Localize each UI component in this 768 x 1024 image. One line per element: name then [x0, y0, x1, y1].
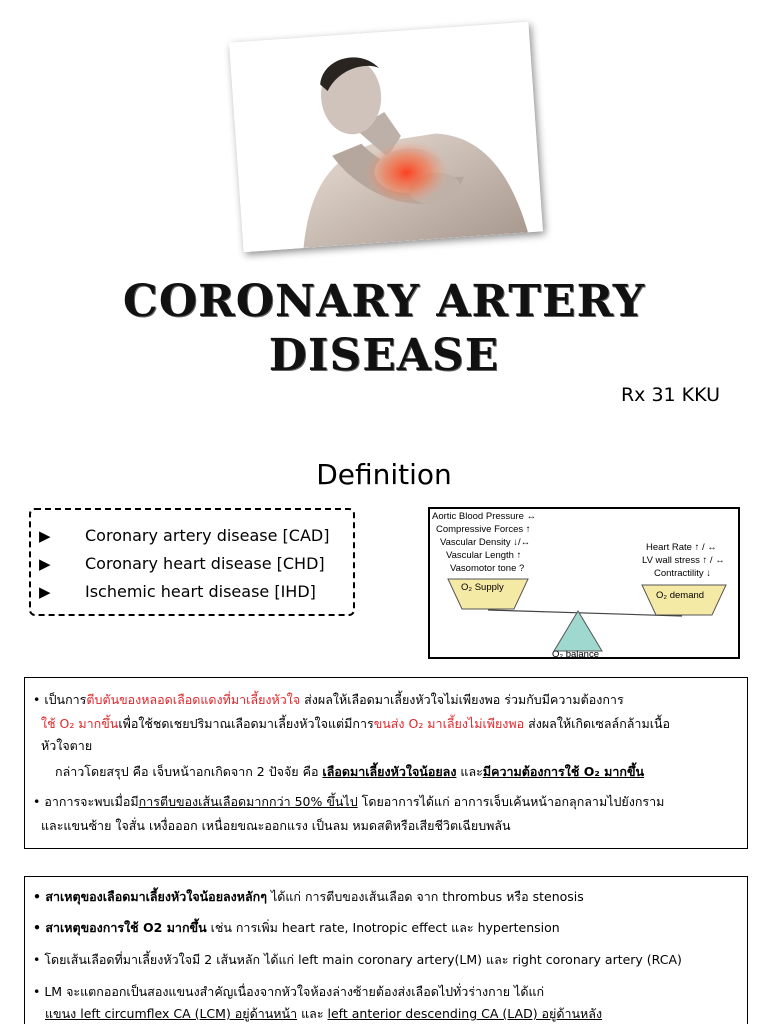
term-label: Coronary heart disease [CHD]	[85, 554, 325, 573]
bold-text: • สาเหตุของการใช้ O2 มากขึ้น	[33, 920, 207, 935]
demand-factor: LV wall stress ↑ / ↔	[642, 555, 725, 566]
supply-factor: Vasomotor tone ?	[450, 563, 525, 574]
definition-heading: Definition	[316, 458, 452, 491]
supply-factor: Vascular Length ↑	[446, 550, 522, 561]
triangle-right-icon: ▶	[39, 554, 51, 573]
causes-text-box	[24, 876, 748, 1024]
text-run: และ	[456, 764, 483, 779]
paragraph-line: และแขนซ้าย ใจสั่น เหงื่อออก เหนื่อยขณะออกแรง เป็นลม หมดสติหรือเสียชีวิตเฉียบพลัน	[41, 818, 511, 833]
paragraph-line	[45, 1004, 602, 1024]
triangle-right-icon: ▶	[39, 526, 51, 545]
text-run: กล่าวโดยสรุป คือ เจ็บหน้าอกเกิดจาก 2 ปัจจัย คือ	[55, 764, 323, 779]
paragraph-line: หัวใจตาย	[41, 738, 93, 753]
text-run: ได้แก่ การตีบของเส้นเลือด จาก thrombus หรือ stenosis	[266, 889, 584, 904]
text-run: ส่งผลให้เลือดมาเลี้ยงหัวใจไม่เพียงพอ ร่วมกับมีความต้องการ	[300, 692, 624, 707]
underlined-text: การตีบของเส้นเลือดมากกว่า 50% ขึ้นไป	[138, 794, 358, 809]
term-item	[39, 554, 325, 573]
fulcrum-triangle	[554, 611, 602, 651]
highlight-text: ใช้ O₂ มากขึ้น	[41, 716, 119, 731]
demand-factor: Contractility ↓	[654, 568, 712, 579]
underlined-text: เลือดมาเลี้ยงหัวใจน้อยลง	[322, 764, 457, 779]
chest-pain-illustration	[229, 22, 543, 252]
bold-text: • สาเหตุของเลือดมาเลี้ยงหัวใจน้อยลงหลักๆ	[33, 889, 267, 904]
supply-factor: Aortic Blood Pressure ↔	[432, 511, 537, 522]
term-label: Ischemic heart disease [IHD]	[85, 582, 316, 601]
chest-pain-photo	[229, 22, 543, 252]
supply-factor: Vascular Density ↓/↔	[440, 537, 531, 548]
oxygen-balance-diagram	[428, 507, 740, 659]
o2-balance-label: O₂ balance	[552, 649, 599, 657]
o2-demand-label: O₂ demand	[656, 590, 705, 601]
paragraph-line	[33, 887, 584, 907]
text-run: เพื่อใช้ชดเชยปริมาณเลือดมาเลี้ยงหัวใจแต่มีการ	[118, 716, 374, 731]
term-label: Coronary artery disease [CAD]	[85, 526, 330, 545]
paragraph-line	[41, 714, 670, 734]
balance-scale	[430, 509, 738, 657]
paragraph-line	[33, 918, 560, 938]
highlight-text: ตีบตันของหลอดเลือดแดงที่มาเลี้ยงหัวใจ	[86, 692, 301, 707]
scale-beam	[488, 610, 682, 616]
supply-factor: Compressive Forces ↑	[436, 524, 531, 535]
text-run: และ	[297, 1006, 328, 1021]
title-line-1: CORONARY ARTERY	[122, 276, 646, 327]
text-run: • อาการจะพบเมื่อมี	[33, 794, 139, 809]
term-item	[39, 526, 329, 545]
paragraph-line: • LM จะแตกออกเป็นสองแขนงสำคัญเนื่องจากหัวใจห้องล่างซ้ายต้องส่งเลือดไปทั่วร่างกาย ได้แก่	[33, 984, 545, 999]
underlined-text: left anterior descending CA (LAD) อยู่ด้านหลัง	[327, 1006, 603, 1021]
underlined-text: แขนง left circumflex CA (LCM) อยู่ด้านหน้า	[45, 1006, 298, 1021]
highlight-text: ขนส่ง O₂ มาเลี้ยงไม่เพียงพอ	[373, 716, 525, 731]
triangle-right-icon: ▶	[39, 582, 51, 601]
author-label: Rx 31 KKU	[620, 384, 720, 406]
text-run: ส่งผลให้เกิดเซลล์กล้ามเนื้อ	[524, 716, 671, 731]
summary-line	[55, 762, 644, 782]
text-run: โดยอาการได้แก่ อาการเจ็บเค้นหน้าอกลุกลามไปยังกราม	[357, 794, 665, 809]
paragraph-line: • โดยเส้นเลือดที่มาเลี้ยงหัวใจมี 2 เส้นหลัก ได้แก่ left main coronary artery(LM) และ right coronary artery (RCA)	[33, 952, 682, 967]
o2-supply-label: O₂ Supply	[461, 582, 504, 593]
paragraph-line	[33, 690, 624, 710]
demand-factor: Heart Rate ↑ / ↔	[646, 542, 717, 553]
underlined-text: มีความต้องการใช้ O₂ มากขึ้น	[482, 764, 645, 779]
paragraph-line	[33, 792, 664, 812]
text-run: • เป็นการ	[33, 692, 87, 707]
term-item	[39, 582, 316, 601]
definition-term-list	[29, 508, 355, 616]
text-run: เช่น การเพิ่ม heart rate, Inotropic effect และ hypertension	[206, 920, 560, 935]
definition-text-box	[24, 677, 748, 849]
title-line-2: DISEASE	[268, 330, 500, 381]
